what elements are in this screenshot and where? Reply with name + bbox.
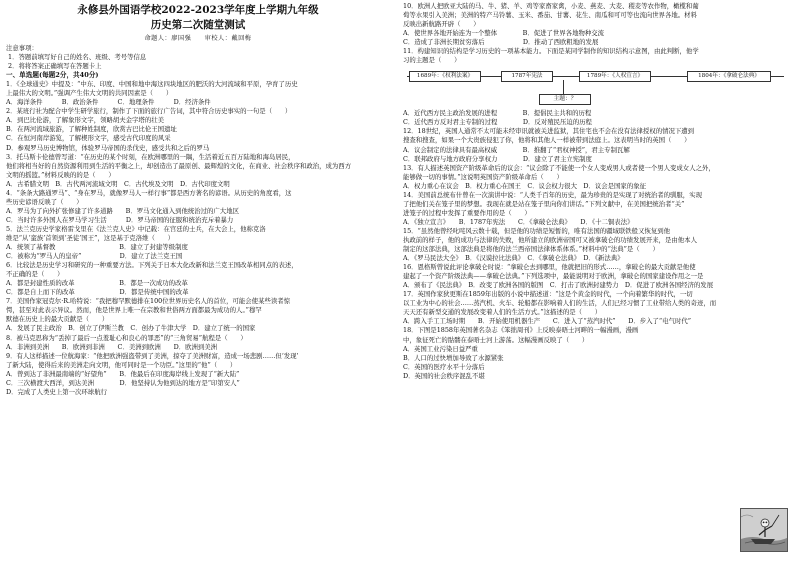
exam-title: 永修县外国语学校2022-2023学年度上学期九年级 — [77, 4, 319, 16]
question-line: 了新大陆，使得后来的美洲走向文明，他可同时是一个功臣。”这里的“他”（ ） — [6, 360, 237, 369]
question-line: 4．“条条大路通罗马”、“身在罗马，就像罗马人一样行事”都是西方著名的谚语。从历史的角度看，这 — [6, 188, 292, 197]
question-line: 18．下图是1858年英国著名杂志《笨拙周刊》上反映泰晤士河畔的一幅漫画，漫画 — [403, 326, 639, 335]
question-line: A．统领了基督教 B．建立了封建等级制度 — [6, 243, 188, 252]
question-line: 7．美国作家冠克尔·R.哈特说：“我把穆罕默德排在100位世界历史名人的首位，可能会使某些读者惊 — [6, 297, 291, 306]
question-line: 3．托马斯卡伦德曾写道：“在历史的某个时刻，在欧洲哪里的一隅，生活着近五百万陆地和海岛居民， — [6, 152, 295, 161]
question-line: A．英国工业污染日益严重 — [403, 344, 478, 353]
thames-cartoon-image — [740, 508, 788, 552]
question-line: 文明的摇篮。”材料反映的的是（ ） — [6, 170, 115, 179]
question-line: 反映出新航路开辟（ ） — [403, 20, 480, 29]
question-line: C．联邦政府与地方政府分享权力 D．建立了君主立宪制度 — [403, 154, 592, 163]
question-line: C．都是自上而下的改革 D．都是传统中国的改革 — [6, 288, 189, 297]
question-line: 6．比较法是历史学习和研究的一种重要方法。下列关于日本大化改新和法兰克王国改革相同点的表述， — [6, 261, 298, 270]
question-line: 10．欧洲人把欧亚大陆的马、牛、猪、羊、鸡等家畜家禽，小麦、燕麦、大麦、稷麦等农作物，橄榄和葡 — [403, 2, 699, 10]
question-line: 1．《全球通史》中提及：“中东、印度、中国和地中海这四块地区的肥沃的大河流域和平原，孕育了历史 — [6, 80, 298, 89]
question-line: C．当时许多外国人在罗马学习生活 D．罗马帝国的征服和统治充斥着暴力 — [6, 215, 234, 224]
timeline-item: 1689年：《权利法案》 — [409, 71, 481, 82]
timeline-item: 1789年：《人权宣言》 — [579, 71, 651, 82]
question-line: C．英国的医疗水平十分落后 — [403, 362, 485, 371]
question-line: A．近代西方民主政治发展的进程 B．提倡民主共和的历程 — [403, 109, 592, 118]
question-line: 5．法兰克历史学家格雷戈里在《法兰克人史》中记载：在宫廷的士兵，在大会上，他称克洛 — [6, 224, 266, 233]
question-line: C．近代西方反对君主专制的过程 D．反对殖民压迫的历程 — [403, 118, 592, 127]
question-line: C．造成了非洲长期贫穷落后 D．推动了西欧粗地的发展 — [403, 38, 599, 47]
section-heading: 一、单选题(每题2分，共40分) — [6, 71, 99, 80]
question-line: 些历史谚语反映了（ ） — [6, 197, 83, 206]
timeline-item: 1804年：《拿破仑法典》 — [687, 71, 771, 82]
question-line: 建起了一个资产阶级法典——拿破仑法典。”下列选项中，最能说明对于欧洲，拿破仑的国家建设作用之一是 — [403, 272, 704, 281]
question-line: 14．美国前总统布什曾在一次演讲中说：“人类千百年的历史，最为珍贵的是实现了对统治者的驯服，实现 — [403, 190, 702, 199]
question-line: 执政前的样子，他的成功与法律的失败，他所建立的欧洲帝国可又被拿破仑的功绩发展开来，是由他本人 — [403, 235, 697, 244]
question-line: C．在恒河南岸游览，了解楔形文字，感受古代印度的风采 — [6, 134, 171, 143]
question-line: D．参观罗马历史博物馆，体验罗马帝国的杀伐史，感受共和之后的罗马 — [6, 143, 210, 152]
question-line: A．《独立宣言》 B．1787年宪法 C．《拿破仑法典》 D．《十二铜表法》 — [403, 217, 634, 226]
question-line: 中，象征死亡的骷髅在泰晤士河上游荡。这幅漫画反映了（ ） — [403, 335, 589, 344]
question-line: D．英国的社会秩序混乱不堪 — [403, 371, 485, 380]
question-line: A．议会制定的法律具有最高权威 B．推翻了“君权神授”，君主专制瓦解 — [403, 145, 630, 154]
left-column — [6, 2, 390, 397]
question-line: A．都是封建性质的改革 B．都是一次成功的改革 — [6, 279, 188, 288]
question-line: C．三次横渡大西洋，到达美洲 D．他坚持认为他到达的地方是“印第安人” — [6, 378, 240, 387]
question-line: 9．有人这样描述一位航海家：“他把欧洲强盗带到了美洲，掠夺了美洲财富，造成一场悲剧……但‘发现’ — [6, 351, 299, 360]
question-line: A．发展了民主政治 B．创立了伊斯兰教 C．创办了牛津大学 D．建立了统一的国家 — [6, 324, 256, 333]
question-line: 搜查和搜查，如果一个大贵族侵犯了你，他将和其他人一样被带到法庭上。这表明当时的英国（ ） — [403, 136, 691, 145]
question-line: 天天还有新型交通的发展改变着人们的生活方式。”这描述的是（ ） — [403, 308, 602, 317]
right-column — [403, 2, 788, 381]
question-line: 12．18世纪，英国人通常不太可能未经审讯就被关进监狱，其住宅也不会在没有法律授权的情况下遭到 — [403, 127, 695, 136]
timeline-theme-box: 主题：？ — [539, 94, 591, 105]
note-item: 1．答题前填写好自己的姓名、班级、考号等信息 — [8, 53, 147, 62]
question-line: 8．被马克思称为“丢掉了最后一点羞耻心和良心的罪恶”的“三角贸易”航程是（ ） — [6, 333, 247, 342]
question-line: A．颁布了《民法典》 B．改变了欧洲各国的版图 C．打击了欧洲封建势力 D．促进了欧洲各国经济的发展 — [403, 281, 714, 290]
question-line: 制定的这部法典，这部法典是将他的法兰西帝国法律体系体系。”材料中的“法典”是（ ） — [403, 245, 659, 254]
question-line: 以工业为中心的社会……蒸汽机、火车、轮船都在影响着人们的生活，人们已经习惯了工业带给人类的奇迹，而 — [403, 299, 717, 308]
question-line: 他们将相当好的自然资源利用到生活的平衡之上，却创造出了最原创、最辉煌的文化，在商业、社会秩序和政治，成为西方 — [6, 161, 352, 170]
note-item: 2．将将答案正确填写在答题卡上 — [8, 62, 102, 71]
timeline-stem — [563, 80, 564, 94]
question-line: 2．某班行社为配合中学生研学旅行，制作了下面的旅行广告词，其中符合历史事实的一句是（ ） — [6, 107, 292, 116]
notes-heading: 注意事项： — [6, 44, 38, 52]
question-line: 默德在历史上的最大贡献是（ ） — [6, 315, 109, 324]
question-line: 13．有人描述英国资产阶级革命后的议会：“议会除了不能使一个女人变成男人或者使一个男人变成女人之外， — [403, 163, 715, 172]
question-line: B．在两河流域旅游，了解种姓制度，欣赏古巴比伦王国遗址 — [6, 125, 177, 134]
question-line: A．《罗马民法大全》 B．《汉谟拉比法典》 C．《拿破仑法典》 D．《新法典》 — [403, 254, 624, 263]
left-question-list — [6, 80, 390, 397]
question-line: A．海洋条件 B．政治条件 C．地理条件 D．经济条件 — [6, 98, 211, 107]
question-line: 不正确的是（ ） — [6, 270, 64, 279]
question-line: A．罗马为了向外扩张修建了许多道路 B．罗马文化通入到他统治过的广大地区 — [6, 206, 239, 215]
knowledge-structure-diagram — [403, 67, 788, 107]
question-line: 愕，甚至对此表示异议。然而，他是世界上唯一在宗教和世俗两方面都最为成功的人。”穆罕 — [6, 306, 262, 315]
question-line: 习的主题是（ ） — [403, 56, 461, 65]
question-line: 17．英国作家狄更斯在1859年出版的小说中描述道：“这是个黄金的时代，一个向着繁华的时代，一切 — [403, 290, 693, 299]
question-line: 进笼子的过程中发挥了重要作用的是（ ） — [403, 208, 531, 217]
question-line: A．使世界各地开始连为一个整体 B．促进了世界各地物种交流 — [403, 29, 605, 38]
question-line: 15．“虽然他曾经叱咤风云数十载，但是他的功绩是短暂的，唯有法国的疆域联铁般又恢复到他 — [403, 226, 671, 235]
question-line: 萄等水果引入美洲；美洲的特产马铃薯、玉米、番茄、甘薯、花生、南瓜和可可等也流向世界各地。材料 — [403, 11, 697, 20]
question-line: 16．恩格斯曾说此评论拿破仑时说：“拿破仑去到哪里，他就把旧的形式……，拿破仑的最大贡献是他使 — [403, 263, 696, 272]
cartoon-illustration — [741, 509, 787, 551]
question-line: C．被称为“罗马人的皇帝” D．建立了法兰克王国 — [6, 252, 183, 261]
question-line: 上最伟大的文明。”强调产生伟大文明的共同因素是（ ） — [6, 89, 173, 98]
question-line: 维是“从‘蛮族’首领到‘圣徒’国王”，这是基于克洛维（ ） — [6, 233, 175, 242]
exam-authors: 命题人：廖国强 审校人：戴回梅 — [144, 35, 252, 42]
question-line: 能够做一切的事情。”这说明英国资产阶级革命后（ ） — [403, 172, 563, 181]
question-line: A．权力重心在议会 B．权力重心在国王 C．议会权力很大 D．议会是国家的象征 — [403, 181, 646, 190]
question-line: B．人口的过快增加导致了水源紧张 — [403, 353, 504, 362]
question-line: 11．构建知识的结构是学习历史的一项基本能力。下面是某同学制作的知识结构示意图，由此判断，他学 — [403, 47, 699, 56]
question-line: A．跨入手工工场时期 B．开始使用机器生产 C．进入了“蒸汽时代” D．步入了“电气时代” — [403, 317, 692, 326]
question-line: A．古希腊文明 B．古代两河流域文明 C．古代埃及文明 D．古代印度文明 — [6, 179, 230, 188]
question-line: 了把他们关在笼子里的梦想。我现在就是站在笼子里向你们讲话。”下列文献中，在美国把统治者“关” — [403, 199, 685, 208]
right-question-list-bottom — [403, 109, 788, 380]
question-line: A．非洲到美洲 B．欧洲到非洲 C．美洲到欧洲 D．欧洲到美洲 — [6, 342, 218, 351]
right-question-list-top — [403, 2, 788, 65]
timeline-item: 1787年宪法 — [501, 71, 553, 82]
question-line: A．到巴比伦游，了解象形文字，领略胡夫金字塔的壮美 — [6, 116, 164, 125]
question-line: D．完成了人类史上第一次环球航行 — [6, 387, 107, 396]
question-line: A．曾到达了非洲最南端的“好望角” B．他最后在印度海岸线上发现了“新大陆” — [6, 369, 240, 378]
exam-subtitle: 历史第二次随堂测试 — [150, 19, 246, 31]
